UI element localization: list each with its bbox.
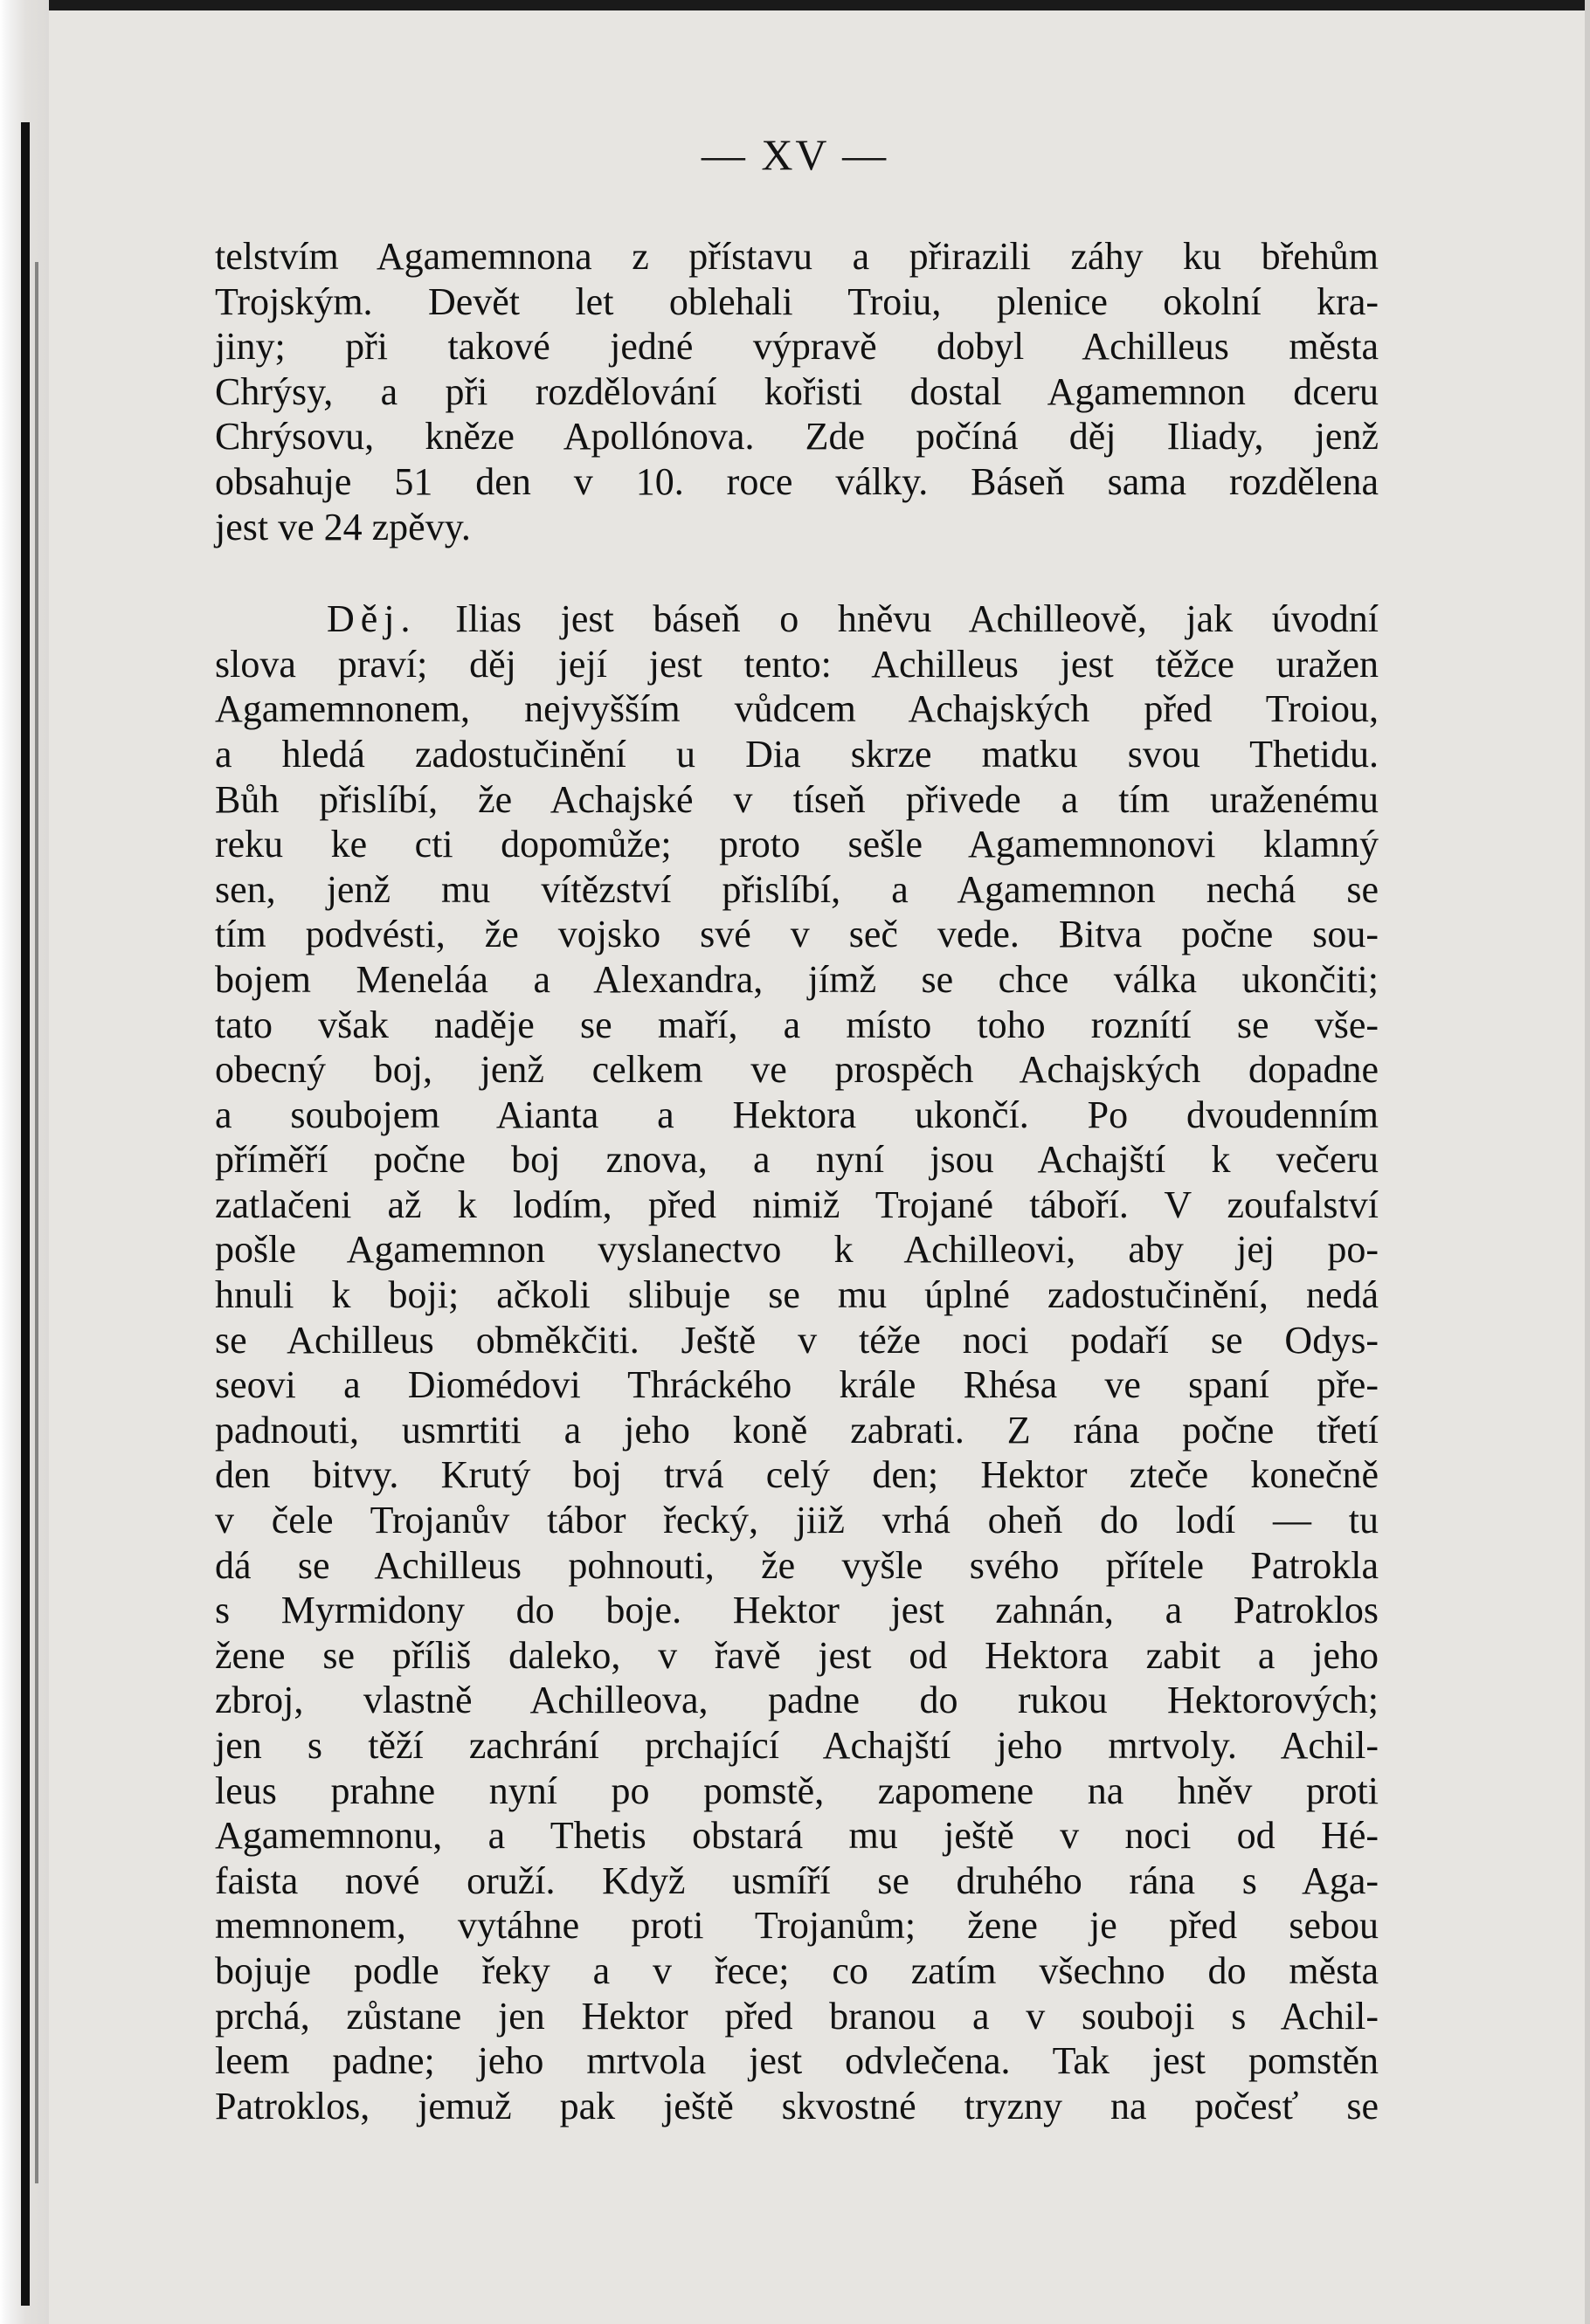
text-line: tím podvésti, že vojsko své v seč vede. Bitva počne sou-: [215, 913, 1379, 956]
text-line: pošle Agamemnon vyslanectvo k Achilleovi, aby jej po-: [215, 1228, 1379, 1272]
text-line: jen s těží zachrání prchající Achajští jeho mrtvoly. Achil-: [215, 1724, 1379, 1767]
text-line-fragment: Ilias jest báseň o hněvu Achilleově, jak úvodní: [455, 597, 1379, 641]
text-line: Agamemnonu, a Thetis obstará mu ještě v noci od Hé-: [215, 1814, 1379, 1858]
text-line: obsahuje 51 den v 10. roce války. Báseň sama rozdělena: [215, 459, 1379, 503]
text-line: sen, jenž mu vítězství přislíbí, a Agamemnon nechá se: [215, 867, 1379, 911]
text-line: a hledá zadostučinění u Dia skrze matku svou Thetidu.: [215, 732, 1379, 776]
text-line: zbroj, vlastně Achilleova, padne do rukou Hektorových;: [215, 1679, 1379, 1722]
text-line: Chrýsy, a při rozdělování kořisti dostal Agamemnon dceru: [215, 369, 1379, 413]
text-line: Patroklos, jemuž pak ještě skvostné tryzny na počesť se: [215, 2084, 1379, 2127]
body-text: [215, 234, 1379, 2128]
text-line: hnuli k boji; ačkoli slibuje se mu úplné zadostučinění, nedá: [215, 1273, 1379, 1317]
text-line: v čele Trojanův tábor řecký, jiiž vrhá oheň do lodí — tu: [215, 1499, 1379, 1542]
text-line: leem padne; jeho mrtvola jest odvlečena. Tak jest pomstěn: [215, 2039, 1379, 2083]
text-line: dá se Achilleus pohnouti, že vyšle svého přítele Patrokla: [215, 1543, 1379, 1587]
text-line: tato však naděje se maří, a místo toho roznítí se vše-: [215, 1003, 1379, 1046]
text-line: faista nové oruží. Když usmíří se druhého rána s Aga-: [215, 1859, 1379, 1902]
text-line: Trojským. Devět let oblehali Troiu, plenice okolní kra-: [215, 279, 1379, 323]
text-line: jiny; při takové jedné výpravě dobyl Achilleus města: [215, 325, 1379, 369]
scan-right-edge: [1585, 0, 1590, 2324]
text-line: den bitvy. Krutý boj trvá celý den; Hektor zteče konečně: [215, 1453, 1379, 1497]
text-line: bojuje podle řeky a v řece; co zatím všechno do města: [215, 1948, 1379, 1992]
text-line: zatlačeni až k lodím, před nimiž Trojané táboří. V zoufalství: [215, 1183, 1379, 1226]
text-line: seovi a Diomédovi Thráckého krále Rhésa ve spaní pře-: [215, 1363, 1379, 1407]
text-line: bojem Meneláa a Alexandra, jímž se chce válka ukončiti;: [215, 957, 1379, 1001]
text-line: jest ve 24 zpěvy.: [215, 505, 471, 548]
text-line: leus prahne nyní po pomstě, zapomene na hněv proti: [215, 1769, 1379, 1812]
text-line: příměří počne boj znova, a nyní jsou Achajští k večeru: [215, 1138, 1379, 1182]
text-line: reku ke cti dopomůže; proto sešle Agamemnonovi klamný: [215, 823, 1379, 866]
paragraph-gap: [215, 549, 1379, 597]
text-line: Bůh přislíbí, že Achajské v tíseň přivede a tím uraženému: [215, 777, 1379, 821]
scan-top-edge: [0, 0, 1590, 10]
scan-binding-shadow-secondary: [35, 262, 38, 2183]
text-line: a soubojem Aianta a Hektora ukončí. Po dvoudenním: [215, 1093, 1379, 1136]
text-line: padnouti, usmrtiti a jeho koně zabrati. Z rána počne třetí: [215, 1408, 1379, 1452]
page-number: — XV —: [701, 130, 889, 179]
text-line: s Myrmidony do boje. Hektor jest zahnán, a Patroklos: [215, 1589, 1379, 1632]
text-line: žene se příliš daleko, v řavě jest od Hektora zabit a jeho: [215, 1633, 1379, 1677]
section-heading: Děj.: [327, 597, 417, 641]
text-line: obecný boj, jenž celkem ve prospěch Achajských dopadne: [215, 1048, 1379, 1092]
text-line: memnonem, vytáhne proti Trojanům; žene je před sebou: [215, 1904, 1379, 1948]
paragraph2-first-line: [215, 597, 1379, 642]
scan-binding-shadow: [21, 122, 30, 2306]
text-line: telstvím Agamemnona z přístavu a přirazili záhy ku břehům: [215, 235, 1379, 278]
text-line: Agamemnonem, nejvyšším vůdcem Achajských před Troiou,: [215, 687, 1379, 731]
text-line: Chrýsovu, kněze Apollónova. Zde počíná děj Iliady, jenž: [215, 415, 1379, 459]
text-line: prchá, zůstane jen Hektor před branou a v souboji s Achil-: [215, 1994, 1379, 2038]
text-line: se Achilleus obměkčiti. Ještě v téže noci podaří se Odys-: [215, 1318, 1379, 1362]
text-line: slova praví; děj její jest tento: Achilleus jest těžce uražen: [215, 642, 1379, 686]
